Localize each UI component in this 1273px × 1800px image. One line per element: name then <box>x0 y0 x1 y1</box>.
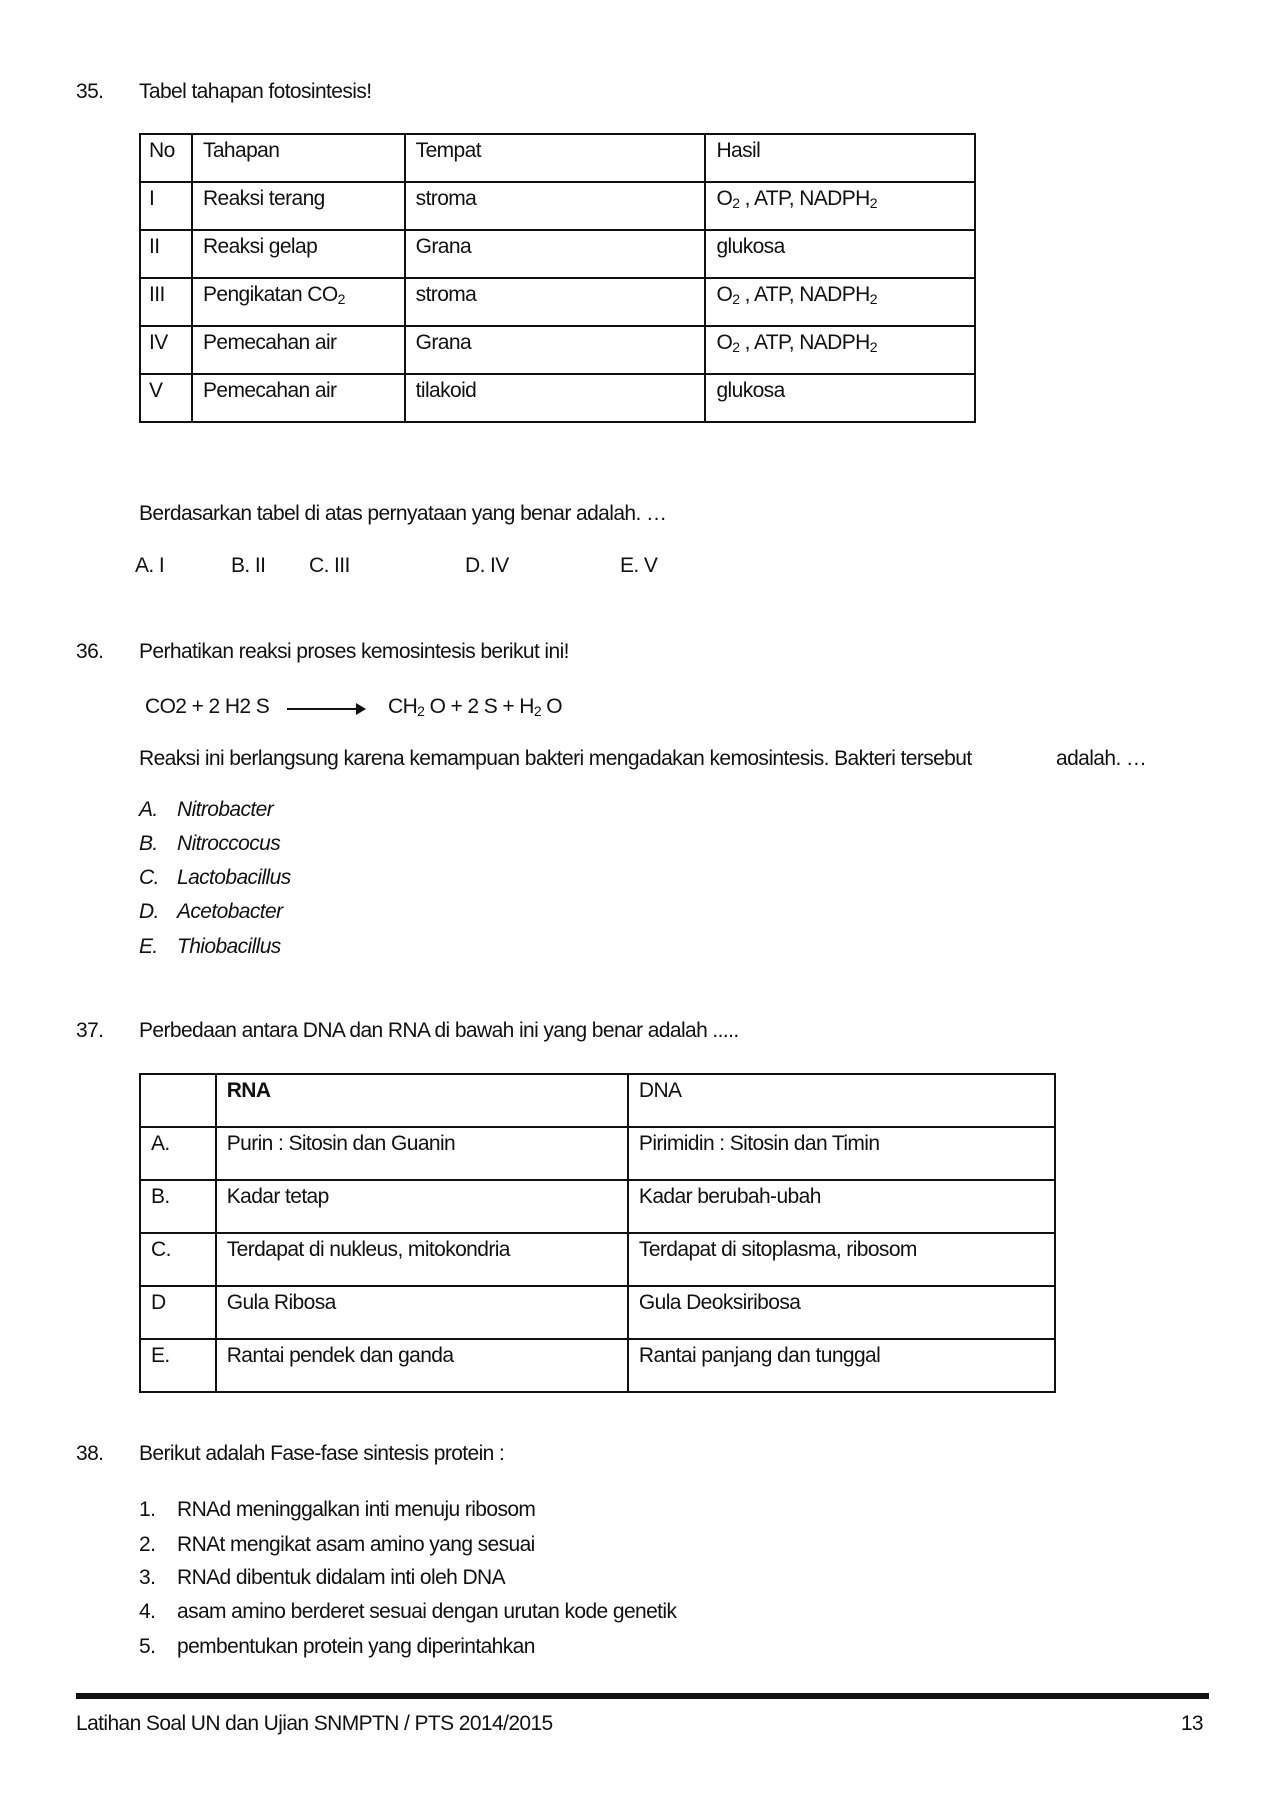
page-number: 13 <box>1180 1712 1203 1735</box>
cell-rna: Rantai pendek dan ganda <box>216 1339 628 1392</box>
question-number: 38. <box>76 1442 104 1465</box>
cell-hasil: glukosa <box>705 230 975 278</box>
option-b: B. II <box>231 554 266 577</box>
option-text: Nitroccocus <box>177 832 281 855</box>
option-text: Thiobacillus <box>177 935 281 958</box>
cell-option: A. <box>140 1127 216 1180</box>
equation-left: CO2 + 2 H2 S <box>145 695 270 718</box>
dna-rna-table <box>139 1073 1056 1393</box>
option-letter: A. <box>139 798 158 821</box>
photosynthesis-table <box>139 133 976 423</box>
header-cell: No <box>140 134 192 182</box>
equation-right: $CH_2$ O + 2 $S + H_2$ O <box>388 695 563 719</box>
option-e: E. V <box>620 554 658 577</box>
option-a: A. I <box>135 554 165 577</box>
cell-dna: Terdapat di sitoplasma, ribosom <box>628 1233 1055 1286</box>
cell-option: E. <box>140 1339 216 1392</box>
cell-option: C. <box>140 1233 216 1286</box>
question-title: Tabel tahapan fotosintesis! <box>139 80 372 103</box>
cell-rna: Terdapat di nukleus, mitokondria <box>216 1233 628 1286</box>
cell-rna: Purin : Sitosin dan Guanin <box>216 1127 628 1180</box>
cell-tempat: tilakoid <box>405 374 706 422</box>
cell-rna: Kadar tetap <box>216 1180 628 1233</box>
option-d: D. IV <box>465 554 509 577</box>
cell-tempat: Grana <box>405 230 706 278</box>
table-row <box>140 230 975 278</box>
option-c: C. III <box>309 554 350 577</box>
header-cell: Tahapan <box>192 134 405 182</box>
cell-hasil: $O_2$ , ATP, $NADPH_2$ <box>705 278 975 326</box>
list-number: 1. <box>139 1498 156 1521</box>
table-row <box>140 1233 1055 1286</box>
option-text: Acetobacter <box>177 900 283 923</box>
question-text: Berdasarkan tabel di atas pernyataan yang benar adalah. … <box>139 502 667 525</box>
cell-hasil: $O_2$ , ATP, $NADPH_2$ <box>705 326 975 374</box>
list-item: RNAd dibentuk didalam inti oleh DNA <box>177 1566 506 1589</box>
question-number: 37. <box>76 1019 104 1042</box>
question-number: 36. <box>76 640 104 663</box>
cell-tahapan: Reaksi gelap <box>192 230 405 278</box>
option-text: Nitrobacter <box>177 798 274 821</box>
header-cell: DNA <box>628 1074 1055 1127</box>
footer-text: Latihan Soal UN dan Ujian SNMPTN / PTS 2014/2015 <box>76 1712 553 1735</box>
header-cell <box>140 1074 216 1127</box>
option-letter: D. <box>139 900 159 923</box>
option-letter: C. <box>139 866 159 889</box>
cell-no: V <box>140 374 192 422</box>
cell-rna: Gula Ribosa <box>216 1286 628 1339</box>
question-number: 35. <box>76 80 104 103</box>
header-cell: Tempat <box>405 134 706 182</box>
footer-divider <box>76 1693 1209 1699</box>
table-row <box>140 278 975 326</box>
table-row <box>140 1180 1055 1233</box>
table-row <box>140 1127 1055 1180</box>
table-row <box>140 374 975 422</box>
list-number: 5. <box>139 1635 156 1658</box>
cell-tempat: stroma <box>405 278 706 326</box>
table-header-row <box>140 1074 1055 1127</box>
cell-tahapan: Reaksi terang <box>192 182 405 230</box>
list-number: 2. <box>139 1533 156 1556</box>
question-title: Perhatikan reaksi proses kemosintesis berikut ini! <box>139 640 569 663</box>
list-item: pembentukan protein yang diperintahkan <box>177 1635 535 1658</box>
cell-dna: Rantai panjang dan tunggal <box>628 1339 1055 1392</box>
cell-hasil: $O_2$ , ATP, $NADPH_2$ <box>705 182 975 230</box>
list-item: RNAd meninggalkan inti menuju ribosom <box>177 1498 536 1521</box>
cell-tahapan: Pengikatan $CO_2$ <box>192 278 405 326</box>
table-row <box>140 326 975 374</box>
arrow-icon <box>287 708 362 710</box>
table-row <box>140 182 975 230</box>
cell-tahapan: Pemecahan air <box>192 326 405 374</box>
table-header-row <box>140 134 975 182</box>
list-number: 3. <box>139 1566 156 1589</box>
cell-no: I <box>140 182 192 230</box>
question-title: Berikut adalah Fase-fase sintesis protein : <box>139 1442 505 1465</box>
cell-dna: Gula Deoksiribosa <box>628 1286 1055 1339</box>
cell-hasil: glukosa <box>705 374 975 422</box>
header-cell: Hasil <box>705 134 975 182</box>
cell-no: IV <box>140 326 192 374</box>
cell-tempat: Grana <box>405 326 706 374</box>
cell-tahapan: Pemecahan air <box>192 374 405 422</box>
list-item: RNAt mengikat asam amino yang sesuai <box>177 1533 535 1556</box>
table-row <box>140 1286 1055 1339</box>
cell-no: II <box>140 230 192 278</box>
table-row <box>140 1339 1055 1392</box>
option-text: Lactobacillus <box>177 866 291 889</box>
option-letter: B. <box>139 832 158 855</box>
list-number: 4. <box>139 1600 156 1623</box>
cell-option: B. <box>140 1180 216 1233</box>
question-title: Perbedaan antara DNA dan RNA di bawah ini yang benar adalah ..... <box>139 1019 739 1042</box>
list-item: asam amino berderet sesuai dengan urutan kode genetik <box>177 1600 677 1623</box>
cell-option: D <box>140 1286 216 1339</box>
question-text-end: adalah. … <box>1056 747 1147 770</box>
header-cell: RNA <box>216 1074 628 1127</box>
option-letter: E. <box>139 935 158 958</box>
cell-no: III <box>140 278 192 326</box>
cell-dna: Kadar berubah-ubah <box>628 1180 1055 1233</box>
cell-dna: Pirimidin : Sitosin dan Timin <box>628 1127 1055 1180</box>
question-text: Reaksi ini berlangsung karena kemampuan bakteri mengadakan kemosintesis. Bakteri tersebut <box>139 747 972 770</box>
cell-tempat: stroma <box>405 182 706 230</box>
